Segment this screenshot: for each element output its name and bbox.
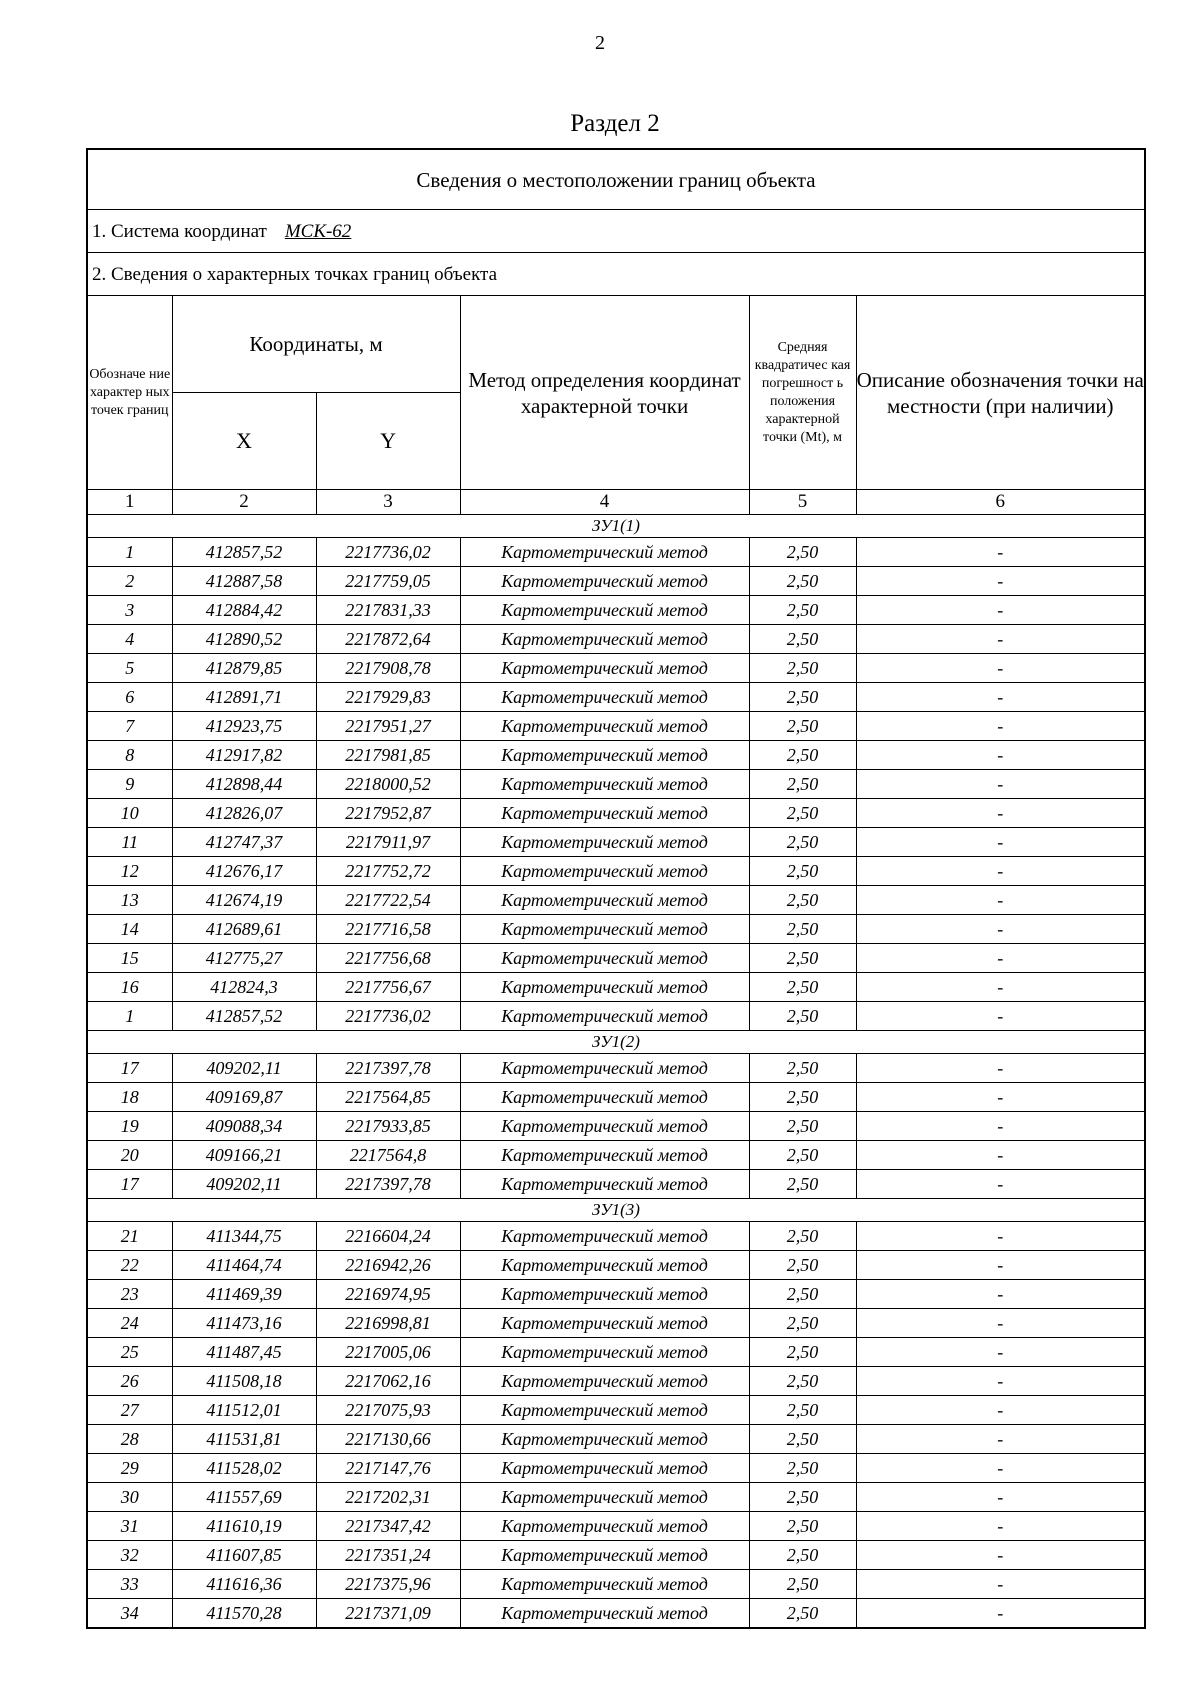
table-row	[88, 799, 1144, 828]
table-row	[88, 712, 1144, 741]
cell-x: 411557,69	[172, 1483, 316, 1512]
cell-x: 412674,19	[172, 886, 316, 915]
table-row	[88, 625, 1144, 654]
cell-description: -	[856, 625, 1144, 654]
cell-point-id: 13	[88, 886, 172, 915]
cell-point-id: 5	[88, 654, 172, 683]
cell-point-id: 21	[88, 1222, 172, 1251]
table-row	[88, 567, 1144, 596]
cell-description: -	[856, 1454, 1144, 1483]
cell-accuracy: 2,50	[749, 654, 856, 683]
table-row	[88, 770, 1144, 799]
cell-point-id: 11	[88, 828, 172, 857]
table-row	[88, 596, 1144, 625]
cell-method: Картометрический метод	[460, 1222, 749, 1251]
cell-point-id: 18	[88, 1083, 172, 1112]
coordinate-system-value: МСК-62	[284, 221, 352, 242]
boundary-info-frame	[86, 148, 1146, 1629]
cell-description: -	[856, 654, 1144, 683]
cell-point-id: 16	[88, 973, 172, 1002]
cell-method: Картометрический метод	[460, 1512, 749, 1541]
coordinate-system-label: 1. Система координат	[92, 221, 267, 242]
cell-y: 2216974,95	[316, 1280, 460, 1309]
table-row	[88, 828, 1144, 857]
cell-accuracy: 2,50	[749, 1570, 856, 1599]
cell-description: -	[856, 857, 1144, 886]
column-number: 5	[749, 490, 856, 515]
table-row	[88, 1570, 1144, 1599]
table-row	[88, 1599, 1144, 1628]
cell-description: -	[856, 1396, 1144, 1425]
cell-method: Картометрический метод	[460, 1541, 749, 1570]
cell-y: 2217375,96	[316, 1570, 460, 1599]
cell-method: Картометрический метод	[460, 1054, 749, 1083]
cell-x: 412879,85	[172, 654, 316, 683]
cell-y: 2217371,09	[316, 1599, 460, 1628]
cell-accuracy: 2,50	[749, 1170, 856, 1199]
cell-y: 2217759,05	[316, 567, 460, 596]
cell-accuracy: 2,50	[749, 1002, 856, 1031]
cell-accuracy: 2,50	[749, 712, 856, 741]
table-row	[88, 538, 1144, 567]
cell-description: -	[856, 1483, 1144, 1512]
cell-x: 411344,75	[172, 1222, 316, 1251]
cell-description: -	[856, 1599, 1144, 1628]
frame-title: Сведения о местоположении границ объекта	[88, 150, 1144, 210]
cell-y: 2217062,16	[316, 1367, 460, 1396]
cell-x: 411473,16	[172, 1309, 316, 1338]
cell-y: 2217951,27	[316, 712, 460, 741]
table-row	[88, 1309, 1144, 1338]
cell-y: 2217147,76	[316, 1454, 460, 1483]
cell-point-id: 32	[88, 1541, 172, 1570]
cell-point-id: 4	[88, 625, 172, 654]
cell-y: 2217908,78	[316, 654, 460, 683]
cell-accuracy: 2,50	[749, 886, 856, 915]
cell-x: 412898,44	[172, 770, 316, 799]
cell-accuracy: 2,50	[749, 1083, 856, 1112]
table-row	[88, 886, 1144, 915]
cell-x: 411616,36	[172, 1570, 316, 1599]
cell-method: Картометрический метод	[460, 1083, 749, 1112]
cell-y: 2217351,24	[316, 1541, 460, 1570]
cell-description: -	[856, 944, 1144, 973]
cell-y: 2217933,85	[316, 1112, 460, 1141]
cell-method: Картометрический метод	[460, 596, 749, 625]
cell-method: Картометрический метод	[460, 1170, 749, 1199]
cell-x: 411570,28	[172, 1599, 316, 1628]
cell-point-id: 15	[88, 944, 172, 973]
cell-method: Картометрический метод	[460, 944, 749, 973]
table-row	[88, 1251, 1144, 1280]
cell-x: 409088,34	[172, 1112, 316, 1141]
cell-point-id: 27	[88, 1396, 172, 1425]
group-row	[88, 515, 1144, 538]
table-row	[88, 1483, 1144, 1512]
cell-point-id: 12	[88, 857, 172, 886]
table-row	[88, 1112, 1144, 1141]
cell-point-id: 1	[88, 1002, 172, 1031]
cell-method: Картометрический метод	[460, 654, 749, 683]
cell-method: Картометрический метод	[460, 1599, 749, 1628]
column-number: 4	[460, 490, 749, 515]
cell-x: 412884,42	[172, 596, 316, 625]
cell-accuracy: 2,50	[749, 1112, 856, 1141]
cell-description: -	[856, 1367, 1144, 1396]
cell-y: 2217831,33	[316, 596, 460, 625]
cell-description: -	[856, 596, 1144, 625]
cell-accuracy: 2,50	[749, 1141, 856, 1170]
cell-x: 411469,39	[172, 1280, 316, 1309]
cell-x: 411607,85	[172, 1541, 316, 1570]
cell-x: 412857,52	[172, 538, 316, 567]
cell-description: -	[856, 1112, 1144, 1141]
group-name: ЗУ1(2)	[88, 1031, 1144, 1054]
group-row	[88, 1199, 1144, 1222]
cell-point-id: 28	[88, 1425, 172, 1454]
cell-description: -	[856, 1083, 1144, 1112]
group-name: ЗУ1(3)	[88, 1199, 1144, 1222]
cell-accuracy: 2,50	[749, 1541, 856, 1570]
cell-x: 411610,19	[172, 1512, 316, 1541]
cell-description: -	[856, 1338, 1144, 1367]
cell-method: Картометрический метод	[460, 625, 749, 654]
header-accuracy: Средняя квадратичес кая погрешност ь положения характерной точки (Mt), м	[749, 296, 856, 490]
cell-description: -	[856, 799, 1144, 828]
table-row	[88, 1054, 1144, 1083]
cell-method: Картометрический метод	[460, 1251, 749, 1280]
cell-y: 2217756,67	[316, 973, 460, 1002]
cell-x: 411531,81	[172, 1425, 316, 1454]
header-method: Метод определения координат характерной точки	[460, 296, 749, 490]
table-row	[88, 1002, 1144, 1031]
cell-x: 412917,82	[172, 741, 316, 770]
table-row	[88, 654, 1144, 683]
cell-method: Картометрический метод	[460, 1280, 749, 1309]
group-name: ЗУ1(1)	[88, 515, 1144, 538]
cell-description: -	[856, 1054, 1144, 1083]
cell-description: -	[856, 683, 1144, 712]
cell-accuracy: 2,50	[749, 1280, 856, 1309]
cell-point-id: 14	[88, 915, 172, 944]
header-point-id: Обозначе ние характер ных точек границ	[88, 296, 172, 490]
cell-accuracy: 2,50	[749, 1367, 856, 1396]
header-description: Описание обозначения точки на местности (при наличии)	[856, 296, 1144, 490]
cell-method: Картометрический метод	[460, 1338, 749, 1367]
cell-accuracy: 2,50	[749, 1309, 856, 1338]
cell-point-id: 17	[88, 1054, 172, 1083]
cell-method: Картометрический метод	[460, 1141, 749, 1170]
cell-accuracy: 2,50	[749, 567, 856, 596]
cell-method: Картометрический метод	[460, 741, 749, 770]
cell-method: Картометрический метод	[460, 712, 749, 741]
cell-method: Картометрический метод	[460, 567, 749, 596]
cell-point-id: 1	[88, 538, 172, 567]
table-row	[88, 683, 1144, 712]
cell-y: 2217716,58	[316, 915, 460, 944]
table-row	[88, 915, 1144, 944]
cell-x: 412826,07	[172, 799, 316, 828]
column-number-row	[88, 490, 1144, 515]
cell-method: Картометрический метод	[460, 1483, 749, 1512]
table-row	[88, 1141, 1144, 1170]
cell-accuracy: 2,50	[749, 1454, 856, 1483]
cell-y: 2217397,78	[316, 1054, 460, 1083]
cell-description: -	[856, 1141, 1144, 1170]
cell-y: 2217752,72	[316, 857, 460, 886]
cell-method: Картометрический метод	[460, 886, 749, 915]
cell-y: 2217756,68	[316, 944, 460, 973]
cell-method: Картометрический метод	[460, 915, 749, 944]
cell-description: -	[856, 741, 1144, 770]
cell-y: 2218000,52	[316, 770, 460, 799]
table-row	[88, 973, 1144, 1002]
cell-accuracy: 2,50	[749, 1425, 856, 1454]
group-row	[88, 1031, 1144, 1054]
cell-point-id: 8	[88, 741, 172, 770]
cell-point-id: 23	[88, 1280, 172, 1309]
cell-point-id: 31	[88, 1512, 172, 1541]
cell-x: 412857,52	[172, 1002, 316, 1031]
cell-accuracy: 2,50	[749, 973, 856, 1002]
cell-x: 409169,87	[172, 1083, 316, 1112]
cell-method: Картометрический метод	[460, 1454, 749, 1483]
cell-y: 2217981,85	[316, 741, 460, 770]
cell-x: 409202,11	[172, 1170, 316, 1199]
cell-x: 411508,18	[172, 1367, 316, 1396]
cell-method: Картометрический метод	[460, 1002, 749, 1031]
table-row	[88, 741, 1144, 770]
cell-point-id: 7	[88, 712, 172, 741]
table-row	[88, 1367, 1144, 1396]
cell-x: 412824,3	[172, 973, 316, 1002]
cell-description: -	[856, 1222, 1144, 1251]
cell-accuracy: 2,50	[749, 1599, 856, 1628]
cell-accuracy: 2,50	[749, 915, 856, 944]
cell-method: Картометрический метод	[460, 1112, 749, 1141]
cell-x: 411528,02	[172, 1454, 316, 1483]
cell-description: -	[856, 1170, 1144, 1199]
cell-description: -	[856, 1512, 1144, 1541]
table-row	[88, 1083, 1144, 1112]
cell-y: 2217722,54	[316, 886, 460, 915]
table-row	[88, 1170, 1144, 1199]
cell-point-id: 9	[88, 770, 172, 799]
column-number: 3	[316, 490, 460, 515]
cell-y: 2217872,64	[316, 625, 460, 654]
cell-accuracy: 2,50	[749, 625, 856, 654]
cell-y: 2217202,31	[316, 1483, 460, 1512]
cell-accuracy: 2,50	[749, 1222, 856, 1251]
cell-method: Картометрический метод	[460, 538, 749, 567]
cell-point-id: 19	[88, 1112, 172, 1141]
cell-accuracy: 2,50	[749, 799, 856, 828]
cell-accuracy: 2,50	[749, 1251, 856, 1280]
cell-method: Картометрический метод	[460, 973, 749, 1002]
cell-y: 2217564,8	[316, 1141, 460, 1170]
cell-x: 412890,52	[172, 625, 316, 654]
table-row	[88, 857, 1144, 886]
column-number: 6	[856, 490, 1144, 515]
cell-y: 2217005,06	[316, 1338, 460, 1367]
cell-y: 2217130,66	[316, 1425, 460, 1454]
cell-description: -	[856, 828, 1144, 857]
cell-description: -	[856, 1570, 1144, 1599]
cell-point-id: 26	[88, 1367, 172, 1396]
cell-description: -	[856, 886, 1144, 915]
cell-description: -	[856, 567, 1144, 596]
cell-description: -	[856, 1002, 1144, 1031]
cell-point-id: 34	[88, 1599, 172, 1628]
cell-y: 2217736,02	[316, 538, 460, 567]
table-row	[88, 1396, 1144, 1425]
cell-x: 409202,11	[172, 1054, 316, 1083]
table-row	[88, 1280, 1144, 1309]
cell-x: 411512,01	[172, 1396, 316, 1425]
cell-accuracy: 2,50	[749, 741, 856, 770]
cell-x: 412891,71	[172, 683, 316, 712]
column-number: 1	[88, 490, 172, 515]
cell-point-id: 3	[88, 596, 172, 625]
cell-y: 2216998,81	[316, 1309, 460, 1338]
cell-method: Картометрический метод	[460, 1309, 749, 1338]
cell-x: 411464,74	[172, 1251, 316, 1280]
cell-method: Картометрический метод	[460, 1396, 749, 1425]
cell-accuracy: 2,50	[749, 596, 856, 625]
cell-description: -	[856, 1251, 1144, 1280]
cell-point-id: 22	[88, 1251, 172, 1280]
cell-description: -	[856, 973, 1144, 1002]
table-row	[88, 1222, 1144, 1251]
cell-description: -	[856, 538, 1144, 567]
column-number: 2	[172, 490, 316, 515]
cell-x: 412775,27	[172, 944, 316, 973]
points-heading: 2. Сведения о характерных точках границ объекта	[88, 253, 1144, 296]
cell-x: 412747,37	[172, 828, 316, 857]
cell-y: 2217397,78	[316, 1170, 460, 1199]
cell-point-id: 30	[88, 1483, 172, 1512]
cell-point-id: 33	[88, 1570, 172, 1599]
header-coordinates: Координаты, м	[172, 296, 460, 393]
cell-point-id: 10	[88, 799, 172, 828]
cell-y: 2217564,85	[316, 1083, 460, 1112]
page-number: 2	[595, 32, 605, 54]
cell-point-id: 24	[88, 1309, 172, 1338]
cell-point-id: 17	[88, 1170, 172, 1199]
section-title: Раздел 2	[570, 110, 660, 137]
cell-method: Картометрический метод	[460, 1367, 749, 1396]
header-x: X	[172, 393, 316, 490]
table-row	[88, 944, 1144, 973]
cell-y: 2217911,97	[316, 828, 460, 857]
cell-x: 409166,21	[172, 1141, 316, 1170]
cell-description: -	[856, 1425, 1144, 1454]
cell-y: 2217347,42	[316, 1512, 460, 1541]
cell-point-id: 2	[88, 567, 172, 596]
cell-point-id: 29	[88, 1454, 172, 1483]
cell-method: Картометрический метод	[460, 1425, 749, 1454]
cell-description: -	[856, 1309, 1144, 1338]
cell-description: -	[856, 712, 1144, 741]
cell-description: -	[856, 770, 1144, 799]
cell-x: 412887,58	[172, 567, 316, 596]
cell-accuracy: 2,50	[749, 538, 856, 567]
cell-point-id: 25	[88, 1338, 172, 1367]
table-row	[88, 1425, 1144, 1454]
cell-accuracy: 2,50	[749, 944, 856, 973]
cell-method: Картометрический метод	[460, 857, 749, 886]
cell-accuracy: 2,50	[749, 857, 856, 886]
cell-method: Картометрический метод	[460, 799, 749, 828]
cell-x: 412923,75	[172, 712, 316, 741]
cell-accuracy: 2,50	[749, 1054, 856, 1083]
cell-y: 2217929,83	[316, 683, 460, 712]
header-y: Y	[316, 393, 460, 490]
table-row	[88, 1541, 1144, 1570]
cell-y: 2217952,87	[316, 799, 460, 828]
cell-x: 412689,61	[172, 915, 316, 944]
coordinate-system-line	[88, 210, 1144, 253]
cell-accuracy: 2,50	[749, 683, 856, 712]
cell-y: 2216942,26	[316, 1251, 460, 1280]
table-row	[88, 1338, 1144, 1367]
table-header	[88, 296, 1144, 515]
cell-x: 411487,45	[172, 1338, 316, 1367]
cell-method: Картометрический метод	[460, 828, 749, 857]
cell-accuracy: 2,50	[749, 1338, 856, 1367]
cell-x: 412676,17	[172, 857, 316, 886]
cell-point-id: 6	[88, 683, 172, 712]
cell-accuracy: 2,50	[749, 1483, 856, 1512]
cell-description: -	[856, 1541, 1144, 1570]
cell-y: 2216604,24	[316, 1222, 460, 1251]
cell-accuracy: 2,50	[749, 1396, 856, 1425]
cell-method: Картометрический метод	[460, 770, 749, 799]
cell-description: -	[856, 1280, 1144, 1309]
cell-y: 2217736,02	[316, 1002, 460, 1031]
table-row	[88, 1454, 1144, 1483]
cell-accuracy: 2,50	[749, 828, 856, 857]
boundary-points-table	[88, 296, 1144, 1627]
cell-method: Картометрический метод	[460, 683, 749, 712]
cell-accuracy: 2,50	[749, 770, 856, 799]
table-body	[88, 515, 1144, 1628]
cell-method: Картометрический метод	[460, 1570, 749, 1599]
cell-accuracy: 2,50	[749, 1512, 856, 1541]
cell-point-id: 20	[88, 1141, 172, 1170]
cell-y: 2217075,93	[316, 1396, 460, 1425]
cell-description: -	[856, 915, 1144, 944]
table-row	[88, 1512, 1144, 1541]
